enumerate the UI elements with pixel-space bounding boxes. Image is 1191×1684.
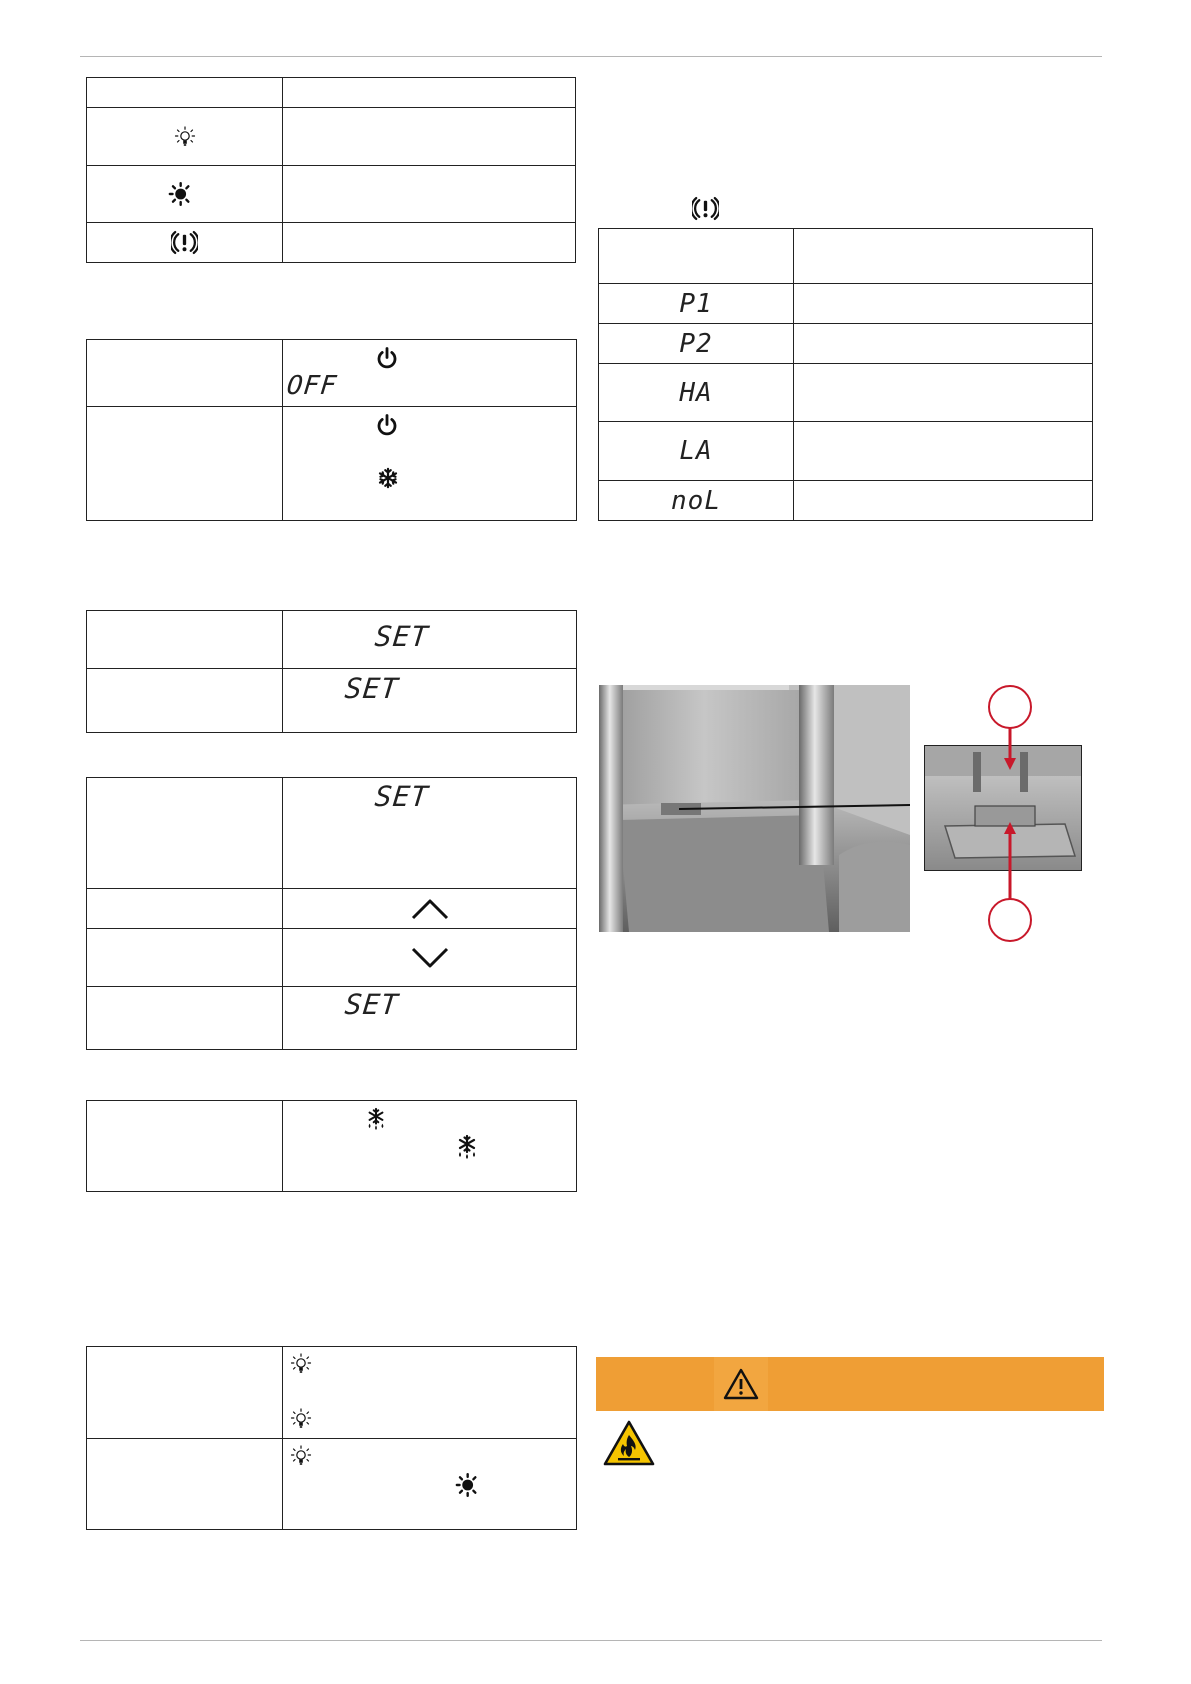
table-cell: [283, 108, 576, 166]
table-cell: [283, 1347, 577, 1439]
alarm-icon: [692, 196, 719, 221]
table-cell: [283, 929, 577, 987]
table-cell: [87, 889, 283, 929]
table-cell: [599, 324, 794, 364]
snowflake-icon: [377, 467, 399, 489]
set-button-symbol: SET: [343, 672, 401, 705]
footer-rule: [80, 1640, 1102, 1641]
display-code-off: OFF: [285, 371, 339, 401]
light-bulb-icon: [173, 125, 197, 149]
alarm-code-ha: HA: [679, 377, 713, 408]
table-cell: [794, 481, 1093, 521]
sun-moon-icon: [455, 1472, 489, 1498]
table-cell: [87, 1439, 283, 1530]
power-icon: [375, 346, 399, 370]
light-bulb-icon: [289, 1444, 313, 1468]
table-cell: [283, 1439, 577, 1530]
table-cell: [599, 229, 794, 284]
table-cell: [87, 108, 283, 166]
table-cell: [87, 407, 283, 521]
alarm-code-nol: noL: [671, 485, 721, 516]
table-cell: [283, 778, 577, 889]
warning-triangle-icon: [723, 1368, 759, 1400]
set-button-symbol: SET: [373, 780, 431, 813]
sun-moon-icon: [168, 181, 202, 207]
defrost-icon: [365, 1107, 387, 1131]
table-cell: [599, 422, 794, 481]
table-cell: [87, 778, 283, 889]
table-cell: [283, 669, 577, 733]
warning-bar: [596, 1357, 1104, 1411]
flammable-hazard-icon: [602, 1419, 656, 1467]
table-cell: [87, 987, 283, 1050]
table-cell: [599, 481, 794, 521]
alarm-code-p1: P1: [679, 288, 713, 319]
power-icon: [375, 413, 399, 437]
table-cell: [87, 340, 283, 407]
table-cell: [283, 1101, 577, 1192]
table-cell: [599, 284, 794, 324]
alarm-icon: [171, 230, 198, 255]
light-bulb-icon: [289, 1407, 313, 1431]
light-table: [86, 1346, 577, 1530]
table-cell: [283, 987, 577, 1050]
table-cell: [283, 889, 577, 929]
alarm-code-p2: P2: [679, 328, 713, 359]
set-button-symbol: SET: [343, 988, 401, 1021]
table-cell: [599, 364, 794, 422]
table-cell: [87, 1347, 283, 1439]
table-cell: [283, 223, 576, 263]
table-cell: [87, 1101, 283, 1192]
appliance-photo: [599, 685, 910, 932]
callout-1: [988, 685, 1032, 729]
set-button-symbol: SET: [373, 620, 431, 653]
chevron-down-icon: [410, 946, 450, 970]
table-cell: [87, 669, 283, 733]
table-cell: [283, 407, 577, 521]
table-cell: [794, 229, 1093, 284]
table-cell: [283, 166, 576, 223]
header-rule: [80, 56, 1102, 57]
warning-icon-box: [714, 1357, 768, 1411]
table-cell: [87, 166, 283, 223]
table-cell: [283, 340, 577, 407]
power-table: [86, 339, 577, 521]
table-cell: [794, 422, 1093, 481]
table-cell: [87, 78, 283, 108]
indicator-icons-table: [86, 77, 576, 263]
setpoint-table: [86, 777, 577, 1050]
table-cell: [794, 324, 1093, 364]
alarm-code-la: LA: [679, 436, 713, 466]
table-cell: [794, 364, 1093, 422]
callout-2: [988, 898, 1032, 942]
table-cell: [87, 929, 283, 987]
table-cell: [87, 223, 283, 263]
defrost-icon: [455, 1134, 479, 1160]
set-table: [86, 610, 577, 733]
defrost-table: [86, 1100, 577, 1192]
alarm-codes-table: [598, 228, 1093, 521]
callout-arrows: [980, 700, 1040, 930]
table-cell: [283, 611, 577, 669]
table-cell: [87, 611, 283, 669]
chevron-up-icon: [410, 897, 450, 921]
table-cell: [794, 284, 1093, 324]
table-cell: [283, 78, 576, 108]
light-bulb-icon: [289, 1352, 313, 1376]
